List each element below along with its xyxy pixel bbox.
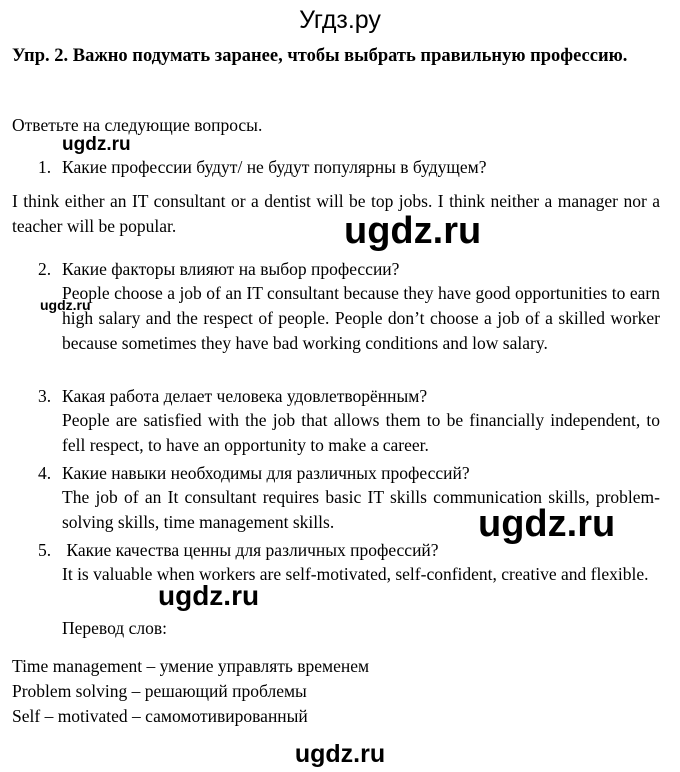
question-text: Какие навыки необходимы для различных профессий? [62,463,470,483]
answer-4: The job of an It consultant requires basic IT skills communication skills, problem-solving skills, time management skills. [62,487,660,532]
question-1 [38,156,487,178]
intro-text: Ответьте на следующие вопросы. [12,115,263,135]
question-number: 2. [38,259,52,279]
term-item: Problem solving – решающий проблемы [12,681,307,701]
translation-heading: Перевод слов: [62,618,167,638]
exercise-heading: Упр. 2. Важно подумать заранее, чтобы выбрать правильную профессию. [12,46,628,66]
watermark: ugdz.ru [478,503,616,545]
terms-list [12,654,369,729]
question-text: Какие факторы влияют на выбор профессии? [62,259,400,279]
question-text: Какие профессии будут/ не будут популярны в будущем? [62,157,487,177]
question-3 [38,385,427,407]
question-2 [38,258,399,280]
footer-watermark: ugdz.ru [294,740,386,768]
question-number: 1. [38,157,52,177]
question-number: 3. [38,386,52,406]
answer-5: It is valuable when workers are self-motivated, self-confident, creative and flexible. [62,564,649,584]
term-item: Self – motivated – самомотивированный [12,706,308,726]
question-text: Какие качества ценны для различных профессий? [62,540,439,560]
term-item: Time management – умение управлять временем [12,656,370,676]
watermark: ugdz.ru [158,580,260,611]
question-number: 4. [38,463,52,483]
watermark: ugdz.ru [344,210,482,252]
answer-3: People are satisfied with the job that allows them to be financially independent, to fell respect, to have an opportunity to make a career. [62,410,660,455]
question-text: Какая работа делает человека удовлетворённым? [62,386,428,406]
watermark: ugdz.ru [40,297,91,313]
question-4 [38,462,470,484]
question-number: 5. [38,540,52,560]
site-title: Угдз.ру [299,6,381,34]
answer-2: People choose a job of an IT consultant because they have good opportunities to earn high salary and the respect of people. People don’t choose a job of a skilled worker because sometimes they have bad working conditions and low salary. [62,283,660,353]
answer-1: I think either an IT consultant or a dentist will be top jobs. I think neither a manager nor a teacher will be popular. [12,191,660,236]
watermark: ugdz.ru [62,134,131,155]
question-5 [38,539,439,561]
